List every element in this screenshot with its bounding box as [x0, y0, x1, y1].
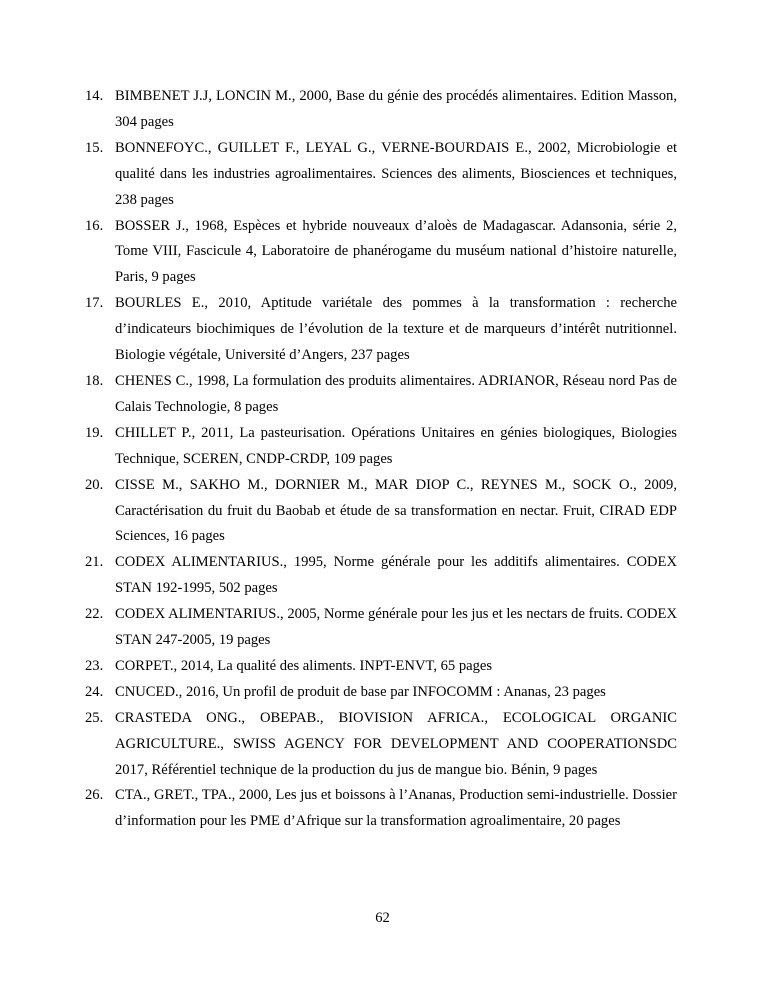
reference-number: 21. — [85, 554, 104, 571]
reference-number: 15. — [85, 139, 104, 156]
reference-text: CISSE M., SAKHO M., DORNIER M., MAR DIOP C., REYNES M., SOCK O., 2009, Caractérisation du fruit du Baobab et étude de sa transformation en nectar. Fruit, CIRAD EDP Sciences, 16 pages — [115, 476, 677, 545]
reference-number: 14. — [85, 88, 104, 104]
reference-text: BOURLES E., 2010, Aptitude variétale des pommes à la transformation : recherche d’indicateurs biochimiques de l’évolution de la texture et de marqueurs d’intérêt nutritionnel. Biologie végétale, Université d’Angers, 237 pages — [115, 295, 677, 364]
reference-text: CTA., GRET., TPA., 2000, Les jus et boissons à l’Ananas, Production semi-industrielle. Dossier d’information pour les PME d’Afrique sur la transformation agroalimentaire, 20 pages — [115, 787, 677, 830]
reference-number: 18. — [85, 372, 104, 389]
reference-text: BOSSER J., 1968, Espèces et hybride nouveaux d’aloès de Madagascar. Adansonia, série 2, Tome VIII, Fascicule 4, Laboratoire de phanérogame du muséum national d’histoire naturelle, Paris, 9 pages — [115, 217, 677, 286]
reference-item-23 — [85, 654, 677, 680]
reference-number: 20. — [85, 476, 104, 493]
reference-number: 16. — [85, 217, 104, 234]
reference-list — [85, 84, 677, 835]
reference-text: CHILLET P., 2011, La pasteurisation. Opérations Unitaires en génies biologiques, Biologies Technique, SCEREN, CNDP-CRDP, 109 pages — [115, 424, 677, 467]
reference-item-19 — [85, 421, 677, 473]
reference-item-14 — [85, 84, 677, 136]
reference-text: CRASTEDA ONG., OBEPAB., BIOVISION AFRICA., ECOLOGICAL ORGANIC AGRICULTURE., SWISS AGENCY FOR DEVELOPMENT AND COOPERATIONSDC 2017, Référentiel technique de la production du jus de mangue bio. Bénin, 9 pages — [115, 709, 677, 778]
reference-item-24 — [85, 680, 677, 706]
reference-text: BONNEFOYC., GUILLET F., LEYAL G., VERNE-BOURDAIS E., 2002, Microbiologie et qualité dans les industries agroalimentaires. Sciences des aliments, Biosciences et techniques, 238 pages — [115, 139, 677, 208]
reference-item-26 — [85, 783, 677, 835]
reference-item-16 — [85, 214, 677, 292]
reference-number: 22. — [85, 606, 104, 623]
reference-item-18 — [85, 369, 677, 421]
reference-number: 24. — [85, 683, 104, 700]
reference-item-20 — [85, 473, 677, 551]
reference-item-15 — [85, 136, 677, 214]
reference-item-25 — [85, 706, 677, 784]
reference-item-21 — [85, 550, 677, 602]
reference-number: 17. — [85, 295, 104, 312]
reference-text: CNUCED., 2016, Un profil de produit de base par INFOCOMM : Ananas, 23 pages — [115, 683, 606, 700]
reference-number: 23. — [85, 657, 104, 674]
reference-text: BIMBENET J.J, LONCIN M., 2000, Base du génie des procédés alimentaires. Edition Masson, 304 pages — [115, 88, 677, 130]
reference-text: CHENES C., 1998, La formulation des produits alimentaires. ADRIANOR, Réseau nord Pas de Calais Technologie, 8 pages — [115, 372, 677, 415]
reference-text: CORPET., 2014, La qualité des aliments. INPT-ENVT, 65 pages — [115, 657, 493, 674]
reference-text: CODEX ALIMENTARIUS., 2005, Norme générale pour les jus et les nectars de fruits. CODEX STAN 247-2005, 19 pages — [115, 606, 677, 649]
reference-number: 25. — [85, 709, 104, 726]
reference-item-22 — [85, 602, 677, 654]
reference-item-17 — [85, 291, 677, 369]
page-number: 62 — [375, 910, 390, 926]
reference-number: 19. — [85, 424, 104, 441]
reference-number: 26. — [85, 787, 104, 804]
reference-text: CODEX ALIMENTARIUS., 1995, Norme générale pour les additifs alimentaires. CODEX STAN 192-1995, 502 pages — [115, 554, 677, 597]
